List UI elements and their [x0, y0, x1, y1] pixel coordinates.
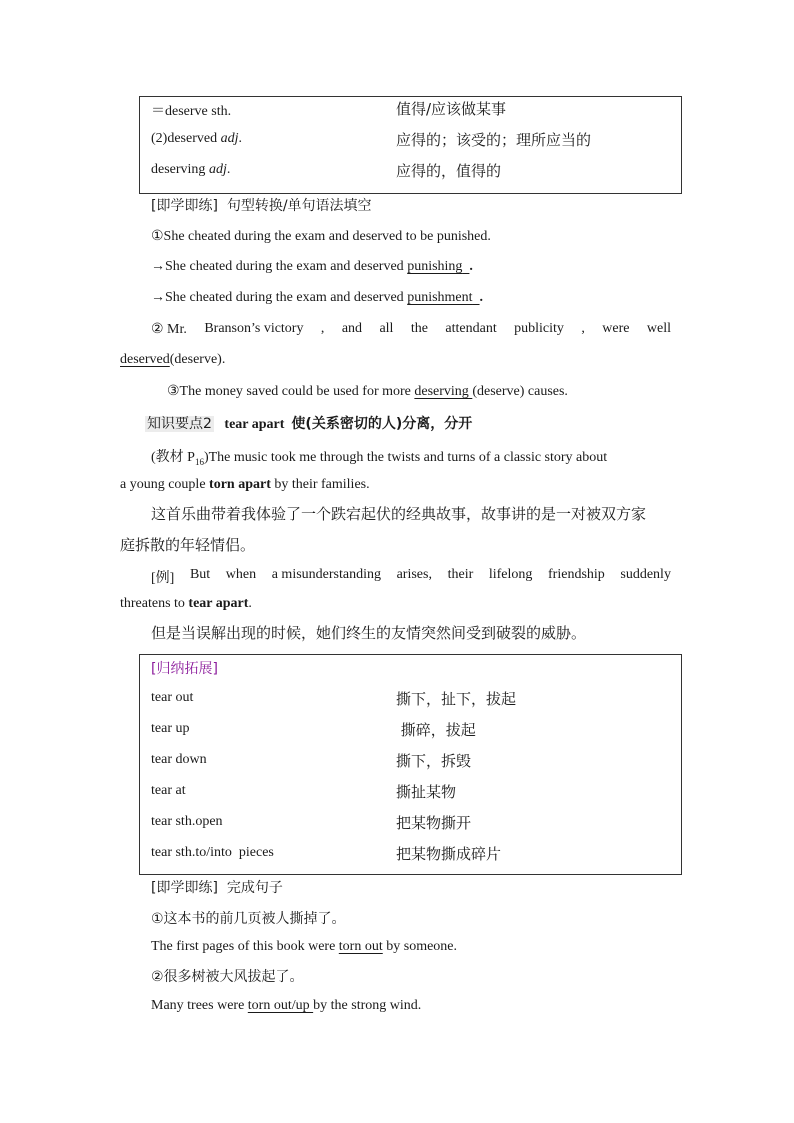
- box2-row-cn: 把某物撕开: [396, 814, 472, 832]
- answer-torn-out-up: torn out/up: [247, 998, 314, 1013]
- practice1-sentence5: ③The money saved could be used for more deserving (deserve) causes.: [167, 384, 568, 399]
- box2-row-cn: 撕下，拆毁: [396, 752, 472, 770]
- point2-heading: [145, 413, 472, 433]
- point2-example-line2: threatens to tear apart.: [120, 596, 252, 611]
- box2-row-cn: 撕扯某物: [396, 783, 457, 801]
- practice2-heading: [即学即练] 完成句子: [151, 880, 283, 896]
- answer-punishing: punishing: [407, 259, 463, 274]
- box2-row-en: tear up: [151, 721, 190, 736]
- box1-row2-left: (2)deserved adj.: [151, 131, 242, 146]
- practice2-answer2: Many trees were torn out/up by the strong wind.: [151, 998, 422, 1013]
- point2-meaning: 使(关系密切的人)分离，分开: [291, 416, 473, 432]
- box2-row-en: tear down: [151, 752, 207, 767]
- point2-phrase: tear apart: [224, 417, 285, 432]
- practice2-question1: ①这本书的前几页被人撕掉了。: [151, 911, 346, 927]
- point2-example-translation: 但是当误解出现的时候，她们终生的友情突然间受到破裂的威胁。: [151, 624, 587, 642]
- practice1-sentence1: ①She cheated during the exam and deserved to be punished.: [151, 229, 491, 244]
- box2-header: [归纳拓展]: [151, 661, 218, 677]
- answer-deserved: deserved: [120, 352, 170, 367]
- box2-row-cn: 撕下，扯下，拔起: [396, 690, 517, 708]
- practice1-sentence2: →She cheated during the exam and deserved punishing .: [151, 259, 473, 274]
- point2-source-line1: (教材 $P_{16})The$ music took me through the twists and turns of a classic story about: [151, 450, 608, 467]
- point2-tag: 知识要点2: [147, 416, 212, 432]
- box2-row-en: tear sth.open: [151, 814, 223, 829]
- practice1-sentence4-line2: deserved(deserve).: [120, 352, 226, 367]
- box1-row3-right: 应得的，值得的: [396, 162, 502, 180]
- practice1-sentence4-line1: ② Mr. Branson’s victory , and all the attendant publicity , were well: [151, 321, 671, 337]
- box2-row-en: tear sth.to/into pieces: [151, 845, 274, 860]
- practice2-question2: ②很多树被大风拔起了。: [151, 969, 304, 985]
- box2-row-cn: 把某物撕成碎片: [396, 845, 502, 863]
- box2-row-en: tear out: [151, 690, 194, 705]
- box1-row1-right: 值得/应该做某事: [396, 100, 507, 118]
- answer-deserving: deserving: [414, 384, 473, 399]
- point2-example-line1: [例] But when a misunderstanding arises, their lifelong friendship suddenly: [151, 567, 671, 586]
- practice2-answer1: The first pages of this book were torn out by someone.: [151, 939, 458, 954]
- point2-translation-line2: 庭拆散的年轻情侣。: [120, 536, 256, 554]
- answer-torn-out: torn out: [338, 939, 383, 954]
- answer-punishment: punishment: [407, 290, 473, 305]
- box1-row1-left: ＝deserve sth.: [151, 104, 232, 119]
- box1-row3-left: deserving adj.: [151, 162, 231, 177]
- practice1-sentence3: →She cheated during the exam and deserved punishment .: [151, 290, 484, 305]
- box1-row2-right: 应得的；该受的；理所应当的: [396, 131, 592, 149]
- point2-translation-line1: 这首乐曲带着我体验了一个跌宕起伏的经典故事，故事讲的是一对被双方家: [151, 505, 647, 523]
- box2-row-en: tear at: [151, 783, 186, 798]
- practice1-heading: [即学即练] 句型转换/单句语法填空: [151, 198, 372, 214]
- box2-row-cn: 撕碎，拔起: [396, 721, 476, 739]
- point2-source-line2: a young couple torn apart by their families.: [120, 477, 370, 492]
